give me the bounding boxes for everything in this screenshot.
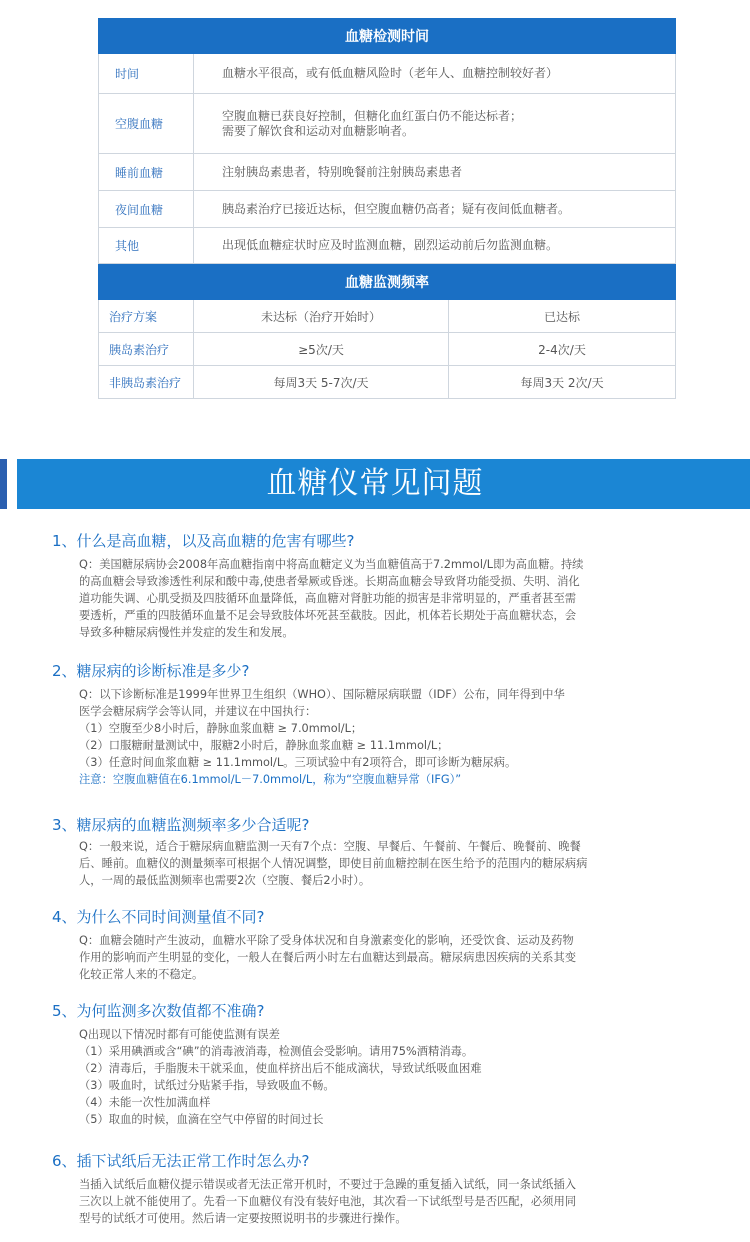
answer-line: Q：血糖会随时产生波动，血糖水平除了受身体状况和自身激素变化的影响，还受饮食、运动及药物 bbox=[79, 934, 574, 947]
answer-line: （1）采用碘酒或含“碘”的消毒液消毒，检测值会受影响。请用75%酒精消毒。 bbox=[79, 1045, 474, 1058]
cell-not-reached: 每周3天 5-7次/天 bbox=[194, 366, 449, 399]
answer-line: 要透析，严重的四肢循环血量不足会导致肢体坏死甚至截肢。因此，机体若长期处于高血糖状态，会 bbox=[79, 609, 577, 622]
row-text-line: 空腹血糖已获良好控制，但糖化血红蛋白仍不能达标者； bbox=[222, 108, 523, 123]
table-row bbox=[99, 54, 676, 94]
banner-title: 血糖仪常见问题 bbox=[266, 466, 484, 501]
table-row bbox=[99, 300, 676, 333]
answer-line: Q出现以下情况时都有可能使监测有误差 bbox=[79, 1028, 280, 1041]
cell-not-reached: ≥5次/天 bbox=[194, 333, 449, 366]
answer-line: （2）清毒后，手脂腹未干就采血，使血样挤出后不能成滴状，导致试纸吸血困难 bbox=[79, 1062, 482, 1075]
faq-question-1: 1、什么是高血糖，以及高血糖的危害有哪些? bbox=[52, 532, 355, 550]
answer-line: 道功能失调、心肌受损及四肢循环血量降低，高血糖对肾脏功能的损害是非常明显的，严重者甚至需 bbox=[79, 592, 577, 605]
faq-answer-5 bbox=[79, 1026, 679, 1128]
answer-line: Q：美国糖尿病协会2008年高血糖指南中将高血糖定义为当血糖值高于7.2mmol/L即为高血糖。持续 bbox=[79, 558, 584, 571]
answer-line: （5）取血的时候，血滴在空气中停留的时间过长 bbox=[79, 1113, 324, 1126]
answer-line: 的高血糖会导致渗透性利尿和酸中毒,使患者晕厥或昏迷。长期高血糖会导致肾功能受损、失明、消化 bbox=[79, 575, 580, 588]
row-label: 时间 bbox=[99, 54, 194, 94]
answer-line: （1）空腹至少8小时后，静脉血浆血糖 ≥ 7.0mmol/L； bbox=[79, 722, 363, 735]
row-label: 空腹血糖 bbox=[99, 94, 194, 154]
table-row bbox=[99, 228, 676, 264]
answer-line: Q：一般来说，适合于糖尿病血糖监测一天有7个点：空腹、早餐后、午餐前、午餐后、晚餐前、晚餐 bbox=[79, 840, 581, 853]
faq-answer-4 bbox=[79, 932, 679, 983]
table-row bbox=[99, 366, 676, 399]
table-row bbox=[99, 191, 676, 228]
answer-line: Q：以下诊断标准是1999年世界卫生组织（WHO）、国际糖尿病联盟（IDF）公布，同年得到中华 bbox=[79, 688, 565, 701]
table-row bbox=[99, 154, 676, 191]
row-label: 其他 bbox=[99, 228, 194, 264]
faq-answer-2 bbox=[79, 686, 679, 788]
testing-time-table bbox=[98, 18, 676, 264]
row-label: 治疗方案 bbox=[99, 300, 194, 333]
row-text: 出现低血糖症状时应及时监测血糖，剧烈运动前后勿监测血糖。 bbox=[194, 228, 676, 264]
row-text: 胰岛素治疗已接近达标，但空腹血糖仍高者；疑有夜间低血糖者。 bbox=[194, 191, 676, 228]
row-label: 睡前血糖 bbox=[99, 154, 194, 191]
faq-answer-3 bbox=[79, 838, 679, 889]
cell-reached: 已达标 bbox=[449, 300, 676, 333]
answer-line: （4）未能一次性加满血样 bbox=[79, 1096, 211, 1109]
cell-reached: 每周3天 2次/天 bbox=[449, 366, 676, 399]
row-label: 夜间血糖 bbox=[99, 191, 194, 228]
table-row bbox=[99, 333, 676, 366]
answer-line: （3）任意时间血浆血糖 ≥ 11.1mmol/L。三项试验中有2项符合，即可诊断为糖尿病。 bbox=[79, 756, 517, 769]
table-row bbox=[99, 94, 676, 154]
faq-question-3: 3、糖尿病的血糖监测频率多少合适呢? bbox=[52, 816, 310, 834]
cell-not-reached: 未达标（治疗开始时） bbox=[194, 300, 449, 333]
faq-question-4: 4、为什么不同时间测量值不同? bbox=[52, 908, 265, 926]
answer-line: 医学会糖尿病学会等认同，并建议在中国执行： bbox=[79, 705, 317, 718]
faq-answer-6 bbox=[79, 1176, 679, 1227]
faq-question-2: 2、糖尿病的诊断标准是多少? bbox=[52, 662, 250, 680]
row-text: 注射胰岛素患者，特别晚餐前注射胰岛素患者 bbox=[194, 154, 676, 191]
monitoring-frequency-header: 血糖监测频率 bbox=[99, 265, 676, 300]
answer-line: 人，一周的最低监测频率也需要2次（空腹、餐后2小时）。 bbox=[79, 874, 371, 887]
faq-question-6: 6、插下试纸后无法正常工作时怎么办? bbox=[52, 1152, 310, 1170]
answer-line: 后、睡前。血糖仪的测量频率可根据个人情况调整，即使目前血糖控制在医生给予的范围内的糖尿病病 bbox=[79, 857, 588, 870]
answer-line: 三次以上就不能使用了。先看一下血糖仪有没有装好电池，其次看一下试纸型号是否匹配，必须用同 bbox=[79, 1195, 577, 1208]
row-label: 非胰岛素治疗 bbox=[99, 366, 194, 399]
monitoring-frequency-table bbox=[98, 264, 676, 399]
row-text-line: 需要了解饮食和运动对血糖影响者。 bbox=[222, 123, 415, 138]
faq-question-5: 5、为何监测多次数值都不准确? bbox=[52, 1002, 265, 1020]
answer-note: 注意：空腹血糖值在6.1mmol/L－7.0mmol/L，称为“空腹血糖异常（IFG）” bbox=[79, 773, 462, 786]
row-text: 血糖水平很高，或有低血糖风险时（老年人、血糖控制较好者） bbox=[194, 54, 676, 94]
answer-line: （3）吸血时，试纸过分贴紧手指，导致吸血不畅。 bbox=[79, 1079, 335, 1092]
answer-line: 导致多种糖尿病慢性并发症的发生和发展。 bbox=[79, 626, 294, 639]
blood-glucose-tables bbox=[98, 18, 675, 399]
row-label: 胰岛素治疗 bbox=[99, 333, 194, 366]
faq-banner bbox=[0, 459, 750, 509]
faq-answer-1 bbox=[79, 556, 679, 641]
answer-line: 型号的试纸才可使用。然后请一定要按照说明书的步骤进行操作。 bbox=[79, 1212, 407, 1225]
cell-reached: 2-4次/天 bbox=[449, 333, 676, 366]
answer-line: （2）口服糖耐量测试中，服糖2小时后，静脉血浆血糖 ≥ 11.1mmol/L； bbox=[79, 739, 449, 752]
answer-line: 化较正常人来的不稳定。 bbox=[79, 968, 204, 981]
answer-line: 作用的影响而产生明显的变化，一般人在餐后两小时左右血糖达到最高。糖尿病患因疾病的关系其变 bbox=[79, 951, 577, 964]
answer-line: 当插入试纸后血糖仪提示错误或者无法正常开机时，不要过于急躁的重复插入试纸，同一条试纸插入 bbox=[79, 1178, 577, 1191]
row-text bbox=[194, 94, 676, 154]
testing-time-header: 血糖检测时间 bbox=[99, 19, 676, 54]
